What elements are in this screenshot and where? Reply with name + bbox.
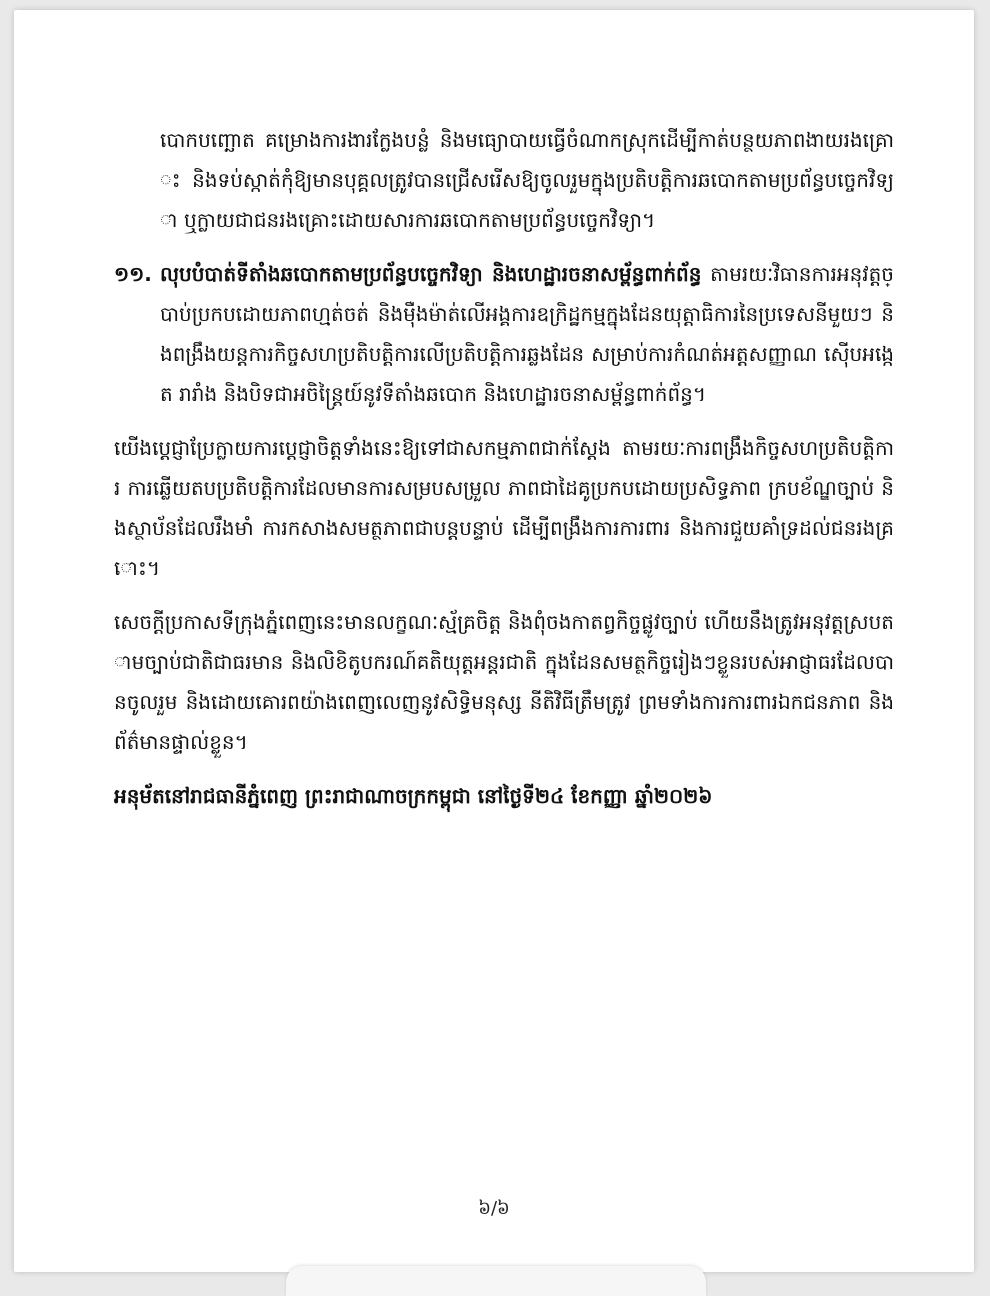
page-number: ៦/៦ <box>478 1198 510 1219</box>
item-text <box>160 254 894 414</box>
bottom-handle <box>286 1266 706 1296</box>
item-number: ១១. <box>114 262 152 286</box>
item-body: តាមរយៈវិធានការអនុវត្តច្បាប់ប្រកបដោយភាពហ្មត់ចត់ និងម៉ឺងម៉ាត់លើអង្គការឧក្រិដ្ឋកម្មក្នុងដែនយុត្តាធិការនៃប្រទេសនីមួយៗ និងពង្រឹងយន្តការកិច្ចសហប្រតិបត្តិការលើប្រតិបត្តិការឆ្លងដែន សម្រាប់ការកំណត់អត្តសញ្ញាណ ស៊ើបអង្កេត រារាំង និងបិទជាអចិន្ត្រៃយ៍នូវទីតាំងឆបោក និងហេដ្ឋារចនាសម្ព័ន្ធពាក់ព័ន្ធ។ <box>160 262 894 406</box>
item-heading: លុបបំបាត់ទីតាំងឆបោកតាមប្រព័ន្ធបច្ចេកវិទ្យា និងហេដ្ឋារចនាសម្ព័ន្ធពាក់ព័ន្ធ <box>160 262 702 286</box>
declaration-paragraph: សេចក្តីប្រកាសទីក្រុងភ្នំពេញនេះមានលក្ខណៈស្ម័គ្រចិត្ត និងពុំចងកាតព្វកិច្ចផ្លូវច្បាប់ ហើយនឹងត្រូវអនុវត្តស្របតាមច្បាប់ជាតិជាធរមាន និងលិខិតូបករណ៍គតិយុត្តអន្តរជាតិ ក្នុងដែនសមត្ថកិច្ចរៀងៗខ្លួនរបស់អាជ្ញាធរដែលបានចូលរួម និងដោយគោរពយ៉ាងពេញលេញនូវសិទ្ធិមនុស្ស នីតិវិធីត្រឹមត្រូវ ព្រមទាំងការការពារឯកជនភាព និងព័ត៌មានផ្ទាល់ខ្លួន។ <box>114 610 894 754</box>
document-page <box>14 10 974 1272</box>
document-content <box>114 120 894 816</box>
adoption-line: អនុម័តនៅរាជធានីភ្នំពេញ ព្រះរាជាណាចក្រកម្ពុជា នៅថ្ងៃទី២៤ ខែកញ្ញា ឆ្នាំ២០២៦ <box>114 784 713 808</box>
continuation-paragraph: បោកបញ្ឆោត គម្រោងការងារក្លែងបន្លំ និងមធ្យោបាយធ្វើចំណាកស្រុកដើម្បីកាត់បន្ថយភាពងាយរងគ្រោះ និងទប់ស្កាត់កុំឱ្យមានបុគ្គលត្រូវបានជ្រើសរើសឱ្យចូលរួមក្នុងប្រតិបត្តិការឆបោកតាមប្រព័ន្ធបច្ចេកវិទ្យា ឬក្លាយជាជនរងគ្រោះដោយសារការឆបោកតាមប្រព័ន្ធបច្ចេកវិទ្យា។ <box>160 128 894 232</box>
commitment-paragraph: យើងប្តេជ្ញាប្រែក្លាយការប្តេជ្ញាចិត្តទាំងនេះឱ្យទៅជាសកម្មភាពជាក់ស្តែង តាមរយៈការពង្រឹងកិច្ចសហប្រតិបត្តិការ ការឆ្លើយតបប្រតិបត្តិការដែលមានការសម្របសម្រួល ភាពជាដៃគូប្រកបដោយប្រសិទ្ធភាព ក្របខ័ណ្ឌច្បាប់ និងស្ថាប័នដែលរឹងមាំ ការកសាងសមត្ថភាពជាបន្តបន្ទាប់ ដើម្បីពង្រឹងការការពារ និងការជួយគាំទ្រដល់ជនរងគ្រោះ។ <box>114 436 894 580</box>
list-item-11 <box>114 254 894 414</box>
